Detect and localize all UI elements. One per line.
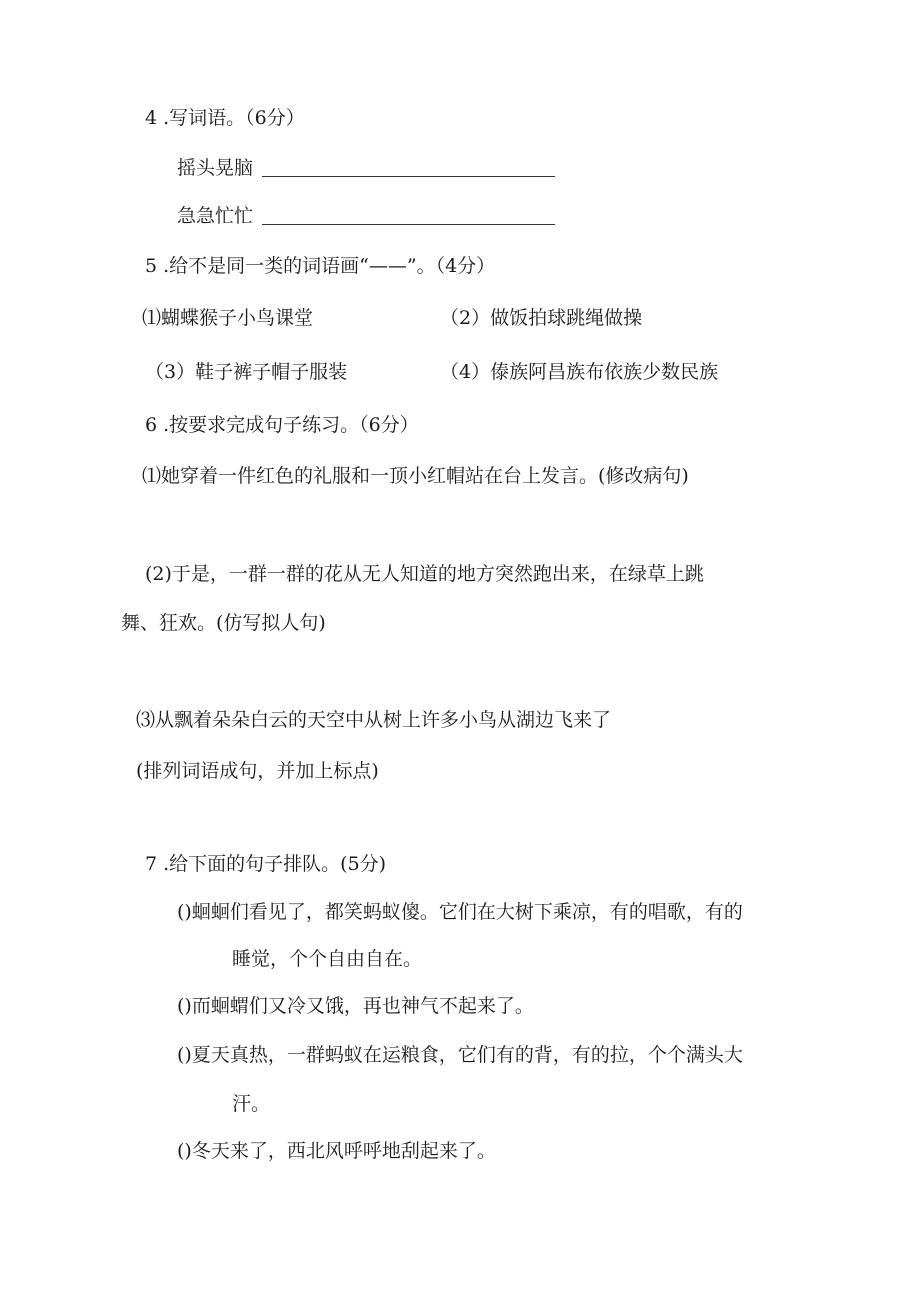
q4-word-1: 摇头晃脑 <box>177 157 254 179</box>
q6-item-2-line-2: 舞、狂欢。(仿写拟人句) <box>121 612 326 634</box>
q5-group-4: （4）傣族阿昌族布依族少数民族 <box>440 361 719 383</box>
q7-sentence-3-line-1: ()夏天真热，一群蚂蚁在运粮食，它们有的背，有的拉，个个满头大 <box>177 1044 743 1066</box>
q7-sentence-3-line-2: 汗。 <box>232 1093 271 1115</box>
q7-sentence-2: ()而蛔蝟们又冷又饿，再也神气不起来了。 <box>177 995 534 1017</box>
q6-item-2-line-1: (2)于是，一群一群的花从无人知道的地方突然跑出来，在绿草上跳 <box>145 563 704 585</box>
q6-item-3-line-2: (排列词语成句，并加上标点) <box>136 760 379 782</box>
q5-group-2: （2）做饭拍球跳绳做操 <box>440 307 643 329</box>
q7-sentence-1-line-2: 睡觉，个个自由自在。 <box>232 948 423 970</box>
q7-sentence-4: ()冬天来了，西北风呼呼地刮起来了。 <box>177 1140 496 1162</box>
q6-item-1: ⑴她穿着一件红色的礼服和一顶小红帽站在台上发言。(修改病句) <box>142 465 689 487</box>
q7-title: 7 .给下面的句子排队。(5分) <box>145 853 387 875</box>
q5-group-1: ⑴蝴蝶猴子小鸟课堂 <box>142 307 314 329</box>
q6-title: 6 .按要求完成句子练习。（6分） <box>145 414 419 436</box>
q4-word-2: 急急忙忙 <box>177 205 254 227</box>
q7-sentence-1-line-1: ()蛔蛔们看见了，都笑蚂蚁傻。它们在大树下乘凉，有的唱歌，有的 <box>177 901 743 923</box>
q4-answer-blank-1[interactable] <box>262 176 555 177</box>
q5-group-3: （3）鞋子裤子帽子服装 <box>145 361 348 383</box>
q6-item-3-line-1: ⑶从飘着朵朵白云的天空中从树上许多小鸟从湖边飞来了 <box>136 709 612 731</box>
q4-title: 4 .写词语。（6分） <box>145 107 305 129</box>
q4-answer-blank-2[interactable] <box>262 224 555 225</box>
q5-title: 5 .给不是同一类的词语画“——”。（4分） <box>145 255 496 277</box>
